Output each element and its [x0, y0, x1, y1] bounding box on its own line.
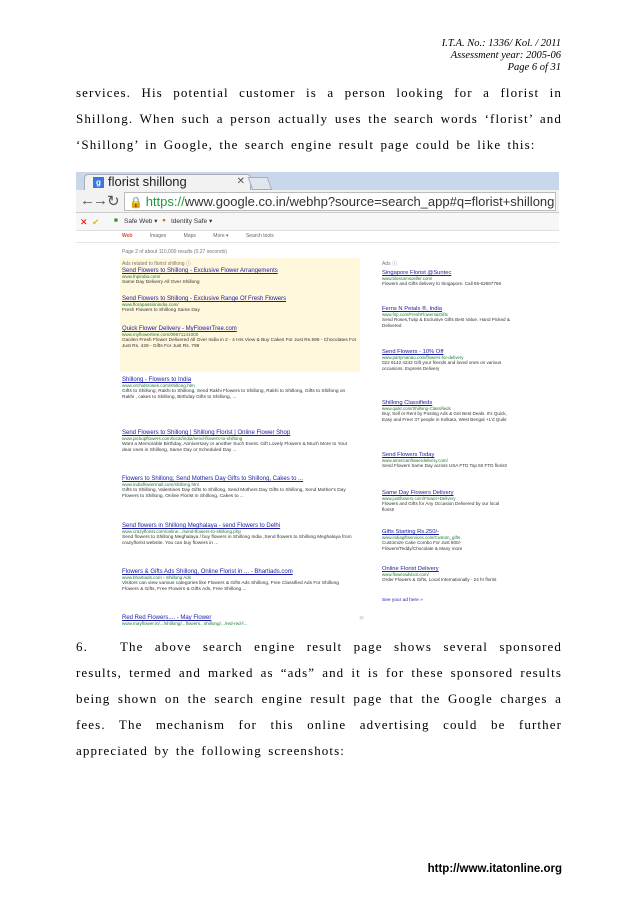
ad-title[interactable]: Ferns N Petals ®, India	[382, 306, 443, 312]
result-snippet: Gifts to Shillong, Valentines Day Gifts to Shillong, Send Mothers Day Gifts to Shillong, Send Mother's Day Flowers to Shillong, Online Florist in Shillong, Cakes to ...	[122, 487, 346, 499]
norton-x-icon[interactable]: ✕	[80, 217, 88, 227]
side-ad	[382, 566, 512, 583]
search-result	[122, 569, 357, 593]
footer-url: http://www.itatonline.org	[427, 863, 562, 875]
side-ad	[382, 529, 512, 551]
tab-more[interactable]: More ▾	[213, 233, 229, 239]
result-url: www.fnpindia.com/	[122, 274, 161, 279]
search-result	[122, 326, 357, 350]
result-title[interactable]: Shillong - Flowers to India	[122, 377, 192, 383]
search-result	[122, 296, 357, 314]
forward-arrow-icon[interactable]: →	[93, 192, 108, 209]
address-bar[interactable]	[124, 192, 556, 211]
result-url: www.indiaflowermall.com/shillong.htm	[122, 482, 200, 487]
ad-title[interactable]: Send Flowers - 10% Off	[382, 349, 444, 355]
assessment-year: Assessment year: 2005-06	[450, 50, 561, 61]
ad-title[interactable]: Shillong Classifieds	[382, 400, 433, 406]
result-title[interactable]: Send Flowers to Shillong - Exclusive Range Of Fresh Flowers	[122, 296, 287, 302]
paragraph-2	[76, 634, 562, 764]
tab-web[interactable]: Web	[122, 233, 133, 239]
result-url: www.myflowertree.com/09671141000	[122, 332, 199, 337]
result-snippet: Gifts to Shillong, Rakhi to Shillong, Send Rakhi Flowers to Shillong, Rakhi to Shillong, Gifts to Shillong on Rakhi , cakes to Shillong, Birthday Gifts to Shillong, ...	[122, 388, 346, 400]
google-search-tabs	[122, 233, 290, 239]
search-result	[122, 268, 357, 286]
side-ad	[382, 490, 512, 512]
side-ad	[382, 306, 512, 328]
browser-nav-bar	[76, 190, 559, 213]
search-result	[122, 523, 357, 547]
close-tab-icon[interactable]: ✕	[236, 176, 245, 187]
ad-url: www.partymanao.com/flowers-for-delivery	[382, 355, 464, 360]
search-result	[122, 430, 357, 454]
result-snippet: Same Day Delivery All Over Shillong	[122, 279, 200, 285]
tabs-divider	[76, 242, 559, 243]
result-snippet: Send flowers to Shillong Meghalaya / buy flowers in Shillong India ,Send flowers to Shillong Meghalaya from crazyflorist website. You can buy flowers in ...	[122, 534, 352, 546]
side-ad	[382, 349, 512, 371]
result-url: www.bhartiads.com › Shillong Ads	[122, 575, 192, 580]
ad-url: www.justflowers.com/Flower+Delivery	[382, 496, 456, 501]
ad-title[interactable]: Same Day Flowers Delivery	[382, 490, 454, 496]
identity-safe-icon: ●	[162, 217, 166, 224]
side-ad	[382, 270, 512, 287]
next-arrow-icon[interactable]: »	[359, 612, 365, 622]
extension-toolbar	[76, 213, 559, 231]
paragraph-number: 6.	[76, 639, 88, 654]
search-result	[122, 476, 357, 500]
see-your-ad-link[interactable]: See your ad here »	[382, 598, 423, 603]
result-snippet: Visitors can view various categories like Flowers & Gifts Ads Shillong, Free Classified Ads For Shillong Flowers & Gifts, Free Flowers & Gifts Ads, Free Shillong ...	[122, 580, 339, 592]
search-result	[122, 615, 357, 626]
google-favicon-icon: g	[93, 177, 104, 188]
ad-url: www.quikr.com/Shillong-Classifieds	[382, 406, 451, 411]
ad-snippet: Customize Cake Combo For Just 800/- Flowers/Teddy/Chocolate & Many more	[382, 540, 463, 551]
result-url: www.pickupflowers.com/local/india/send-flowers-to-shillong	[122, 436, 243, 441]
result-url: www.mayflower.in/.../shillong/...flowers...shillong/.../red-red-f...	[122, 621, 248, 626]
safe-web-icon: ■	[114, 217, 118, 224]
ad-snippet: Order Flowers & Gifts, Local Internationally - 24 hr florist	[382, 577, 497, 583]
identity-safe-menu[interactable]: Identity Safe ▾	[171, 218, 213, 225]
tab-maps[interactable]: Maps	[183, 233, 196, 239]
result-snippet: Garden Fresh Flower Delivered All Over India in 2 - 4 Hrs View & Buy Cakes For Just Rs.599 - Chocolates For Just Rs. 429 - Gifts For Just Rs. 799	[122, 337, 357, 349]
browser-tab[interactable]	[84, 174, 251, 191]
ad-url: www.floweradvisor.com/	[382, 572, 429, 577]
ad-snippet: Send Roses,Tulip & Exclusive Gifts Best Value, Hand Picked & Delivered	[382, 317, 510, 328]
search-result	[122, 377, 357, 401]
ad-title[interactable]: Online Florist Delivery	[382, 566, 439, 572]
paragraph-1: services. His potential customer is a person looking for a florist in Shillong. When such a person actually uses the search words ‘florist’ and ‘Shillong’ in Google, the search engine result page could be like this:	[76, 85, 562, 152]
result-title[interactable]: Send Flowers to Shillong | Shillong Florist | Online Flower Shop	[122, 430, 291, 436]
norton-check-icon[interactable]: ✔	[92, 217, 100, 227]
result-title[interactable]: Flowers to Shillong, Send Mothers Day Gifts to Shillong, Cakes to ...	[122, 476, 304, 482]
url-scheme: https://	[145, 194, 185, 209]
result-url: www.crazyflorist.com/online.../send-flowers-to-shillong.php	[122, 529, 241, 534]
paragraph-2-text: The above search engine result page shows several sponsored results, termed and marked as “ads” and it is for these sponsored results being shown on the search engine result page that the Google charges a fees. The mechanism for this online advertising could be further appreciated by the following screenshots:	[76, 639, 562, 758]
side-ad	[382, 400, 512, 422]
result-stats: Page 2 of about 110,000 results (0.27 seconds)	[122, 249, 227, 255]
back-arrow-icon[interactable]: ←	[80, 192, 95, 209]
safe-web-menu[interactable]: Safe Web ▾	[124, 218, 158, 225]
result-url: www.florapassionindia.com/	[122, 302, 179, 307]
document-header	[442, 38, 561, 74]
ad-title[interactable]: Gifts Starting Rs.250/-	[382, 529, 440, 535]
ad-snippet: Flowers and Gifts delivery to Singapore. Call 65-62667766	[382, 281, 501, 287]
tab-search-tools[interactable]: Search tools	[245, 233, 274, 239]
lock-icon: 🔒	[129, 197, 143, 209]
browser-tab-bar	[76, 172, 559, 190]
ad-title[interactable]: Send Flowers Today	[382, 452, 435, 458]
ad-snippet: Send Flowers Same Day across USA FTD Top 50 FTD florist!	[382, 463, 508, 469]
reload-icon[interactable]: ↻	[107, 193, 120, 210]
result-title[interactable]: Flowers & Gifts Ads Shillong, Online Florist in ... - Bhartiads.com	[122, 569, 293, 575]
ad-url: www.americanflowerdelivery.com/	[382, 458, 448, 463]
result-title[interactable]: Quick Flower Delivery - MyFlowerTree.com	[122, 326, 237, 332]
result-snippet: Fresh Flowers to Shillong Same Day	[122, 307, 200, 313]
embedded-screenshot	[76, 172, 559, 626]
side-ad	[382, 452, 512, 469]
ad-snippet: Buy, Sell or Rent by Posting Ads & Get Best Deals. It's Quick, Easy and Free! 37 people in Kolkata, West Bengal +1'd Quikr	[382, 411, 507, 422]
ad-url: www.fnp.com/FreshFlowers&Gifts	[382, 312, 448, 317]
result-title[interactable]: Send flowers in Shillong Meghalaya - send Flowers to Delhi	[122, 523, 281, 529]
tab-title: florist shillong	[108, 174, 187, 189]
result-url: www.orchidsroses.com/shillong.htm	[122, 383, 195, 388]
case-number: I.T.A. No.: 1336/ Kol. / 2011	[441, 38, 561, 49]
result-title[interactable]: Send Flowers to Shillong - Exclusive Flower Arrangements	[122, 268, 278, 274]
result-title[interactable]: Red Red Flowers.... - May Flower	[122, 615, 212, 621]
ad-url: www.blossomsoeller.com/	[382, 276, 433, 281]
result-snippet: Want a Memorable Birthday, Anniversary or another Such Event. Gift Lovely Flowers & Much More to Your dear ones in Shillong, Same Day or Scheduled Day ...	[122, 441, 348, 453]
ad-snippet: 022 6142 4242 Gift your friends and loved ones on various occasions. Express Delivery	[382, 360, 502, 371]
ad-title[interactable]: Singapore Florist @Suntec	[382, 270, 452, 276]
ad-url: www.indiagiftservices.com/Custom_gifts	[382, 535, 461, 540]
url-text: www.google.co.in/webhp?source=search_app#q=florist+shillong	[184, 194, 555, 209]
ads-label-left: Ads related to florist shillong ⓘ	[122, 261, 191, 267]
ads-label-right: Ads ⓘ	[382, 261, 398, 267]
new-tab-button[interactable]	[248, 177, 273, 190]
page-number: Page 6 of 31	[507, 62, 561, 73]
tab-images[interactable]: Images	[149, 233, 167, 239]
ad-snippet: Flowers and Gifts for Any Occasion Delivered by our local florist!	[382, 501, 500, 512]
